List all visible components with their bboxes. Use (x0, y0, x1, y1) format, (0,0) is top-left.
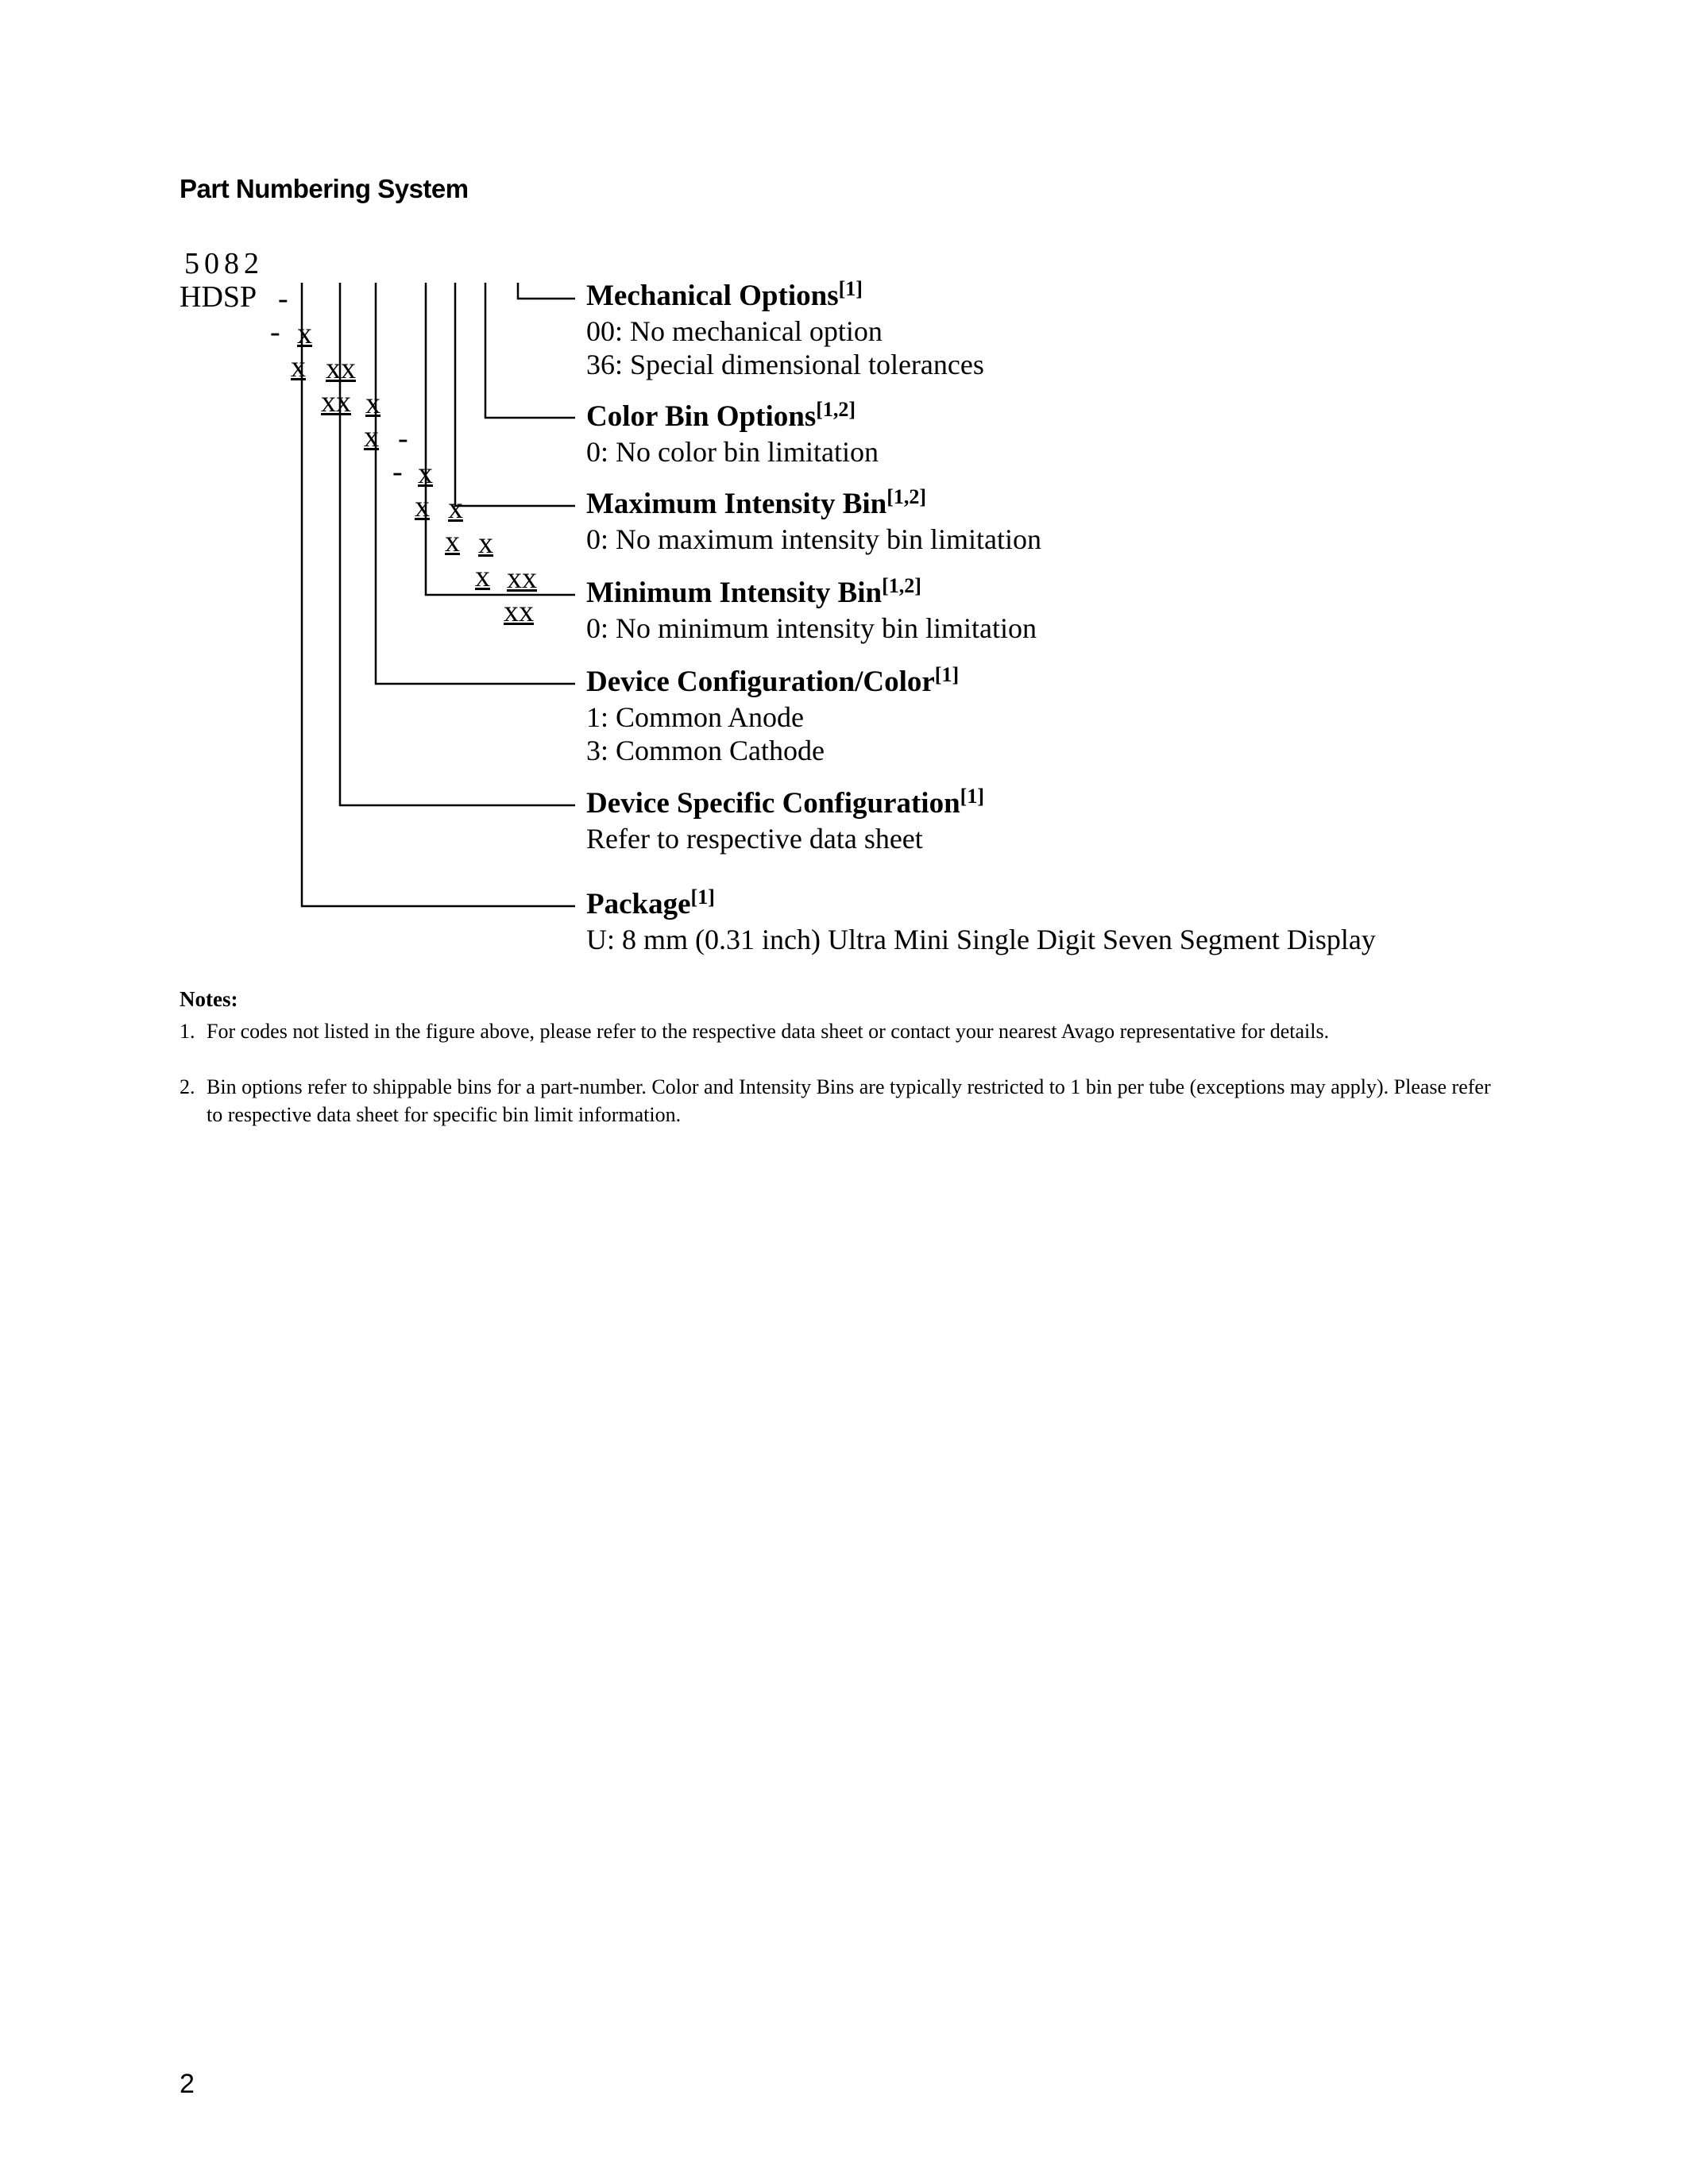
option-value: 1: Common Anode (586, 701, 805, 733)
code-field-max-intensity: x (448, 492, 463, 525)
option-value: 00: No mechanical option (586, 315, 883, 347)
code-field-mechanical: xx (504, 595, 534, 628)
connector-color-bin (485, 283, 575, 418)
code-field-min-intensity: x (415, 490, 430, 523)
code-field-package: x (297, 317, 312, 350)
option-value: 0: No color bin limitation (586, 436, 879, 468)
option-value: 0: No maximum intensity bin limitation (586, 523, 1041, 555)
code-dash: - (398, 422, 408, 455)
option-title-max-intensity: Maximum Intensity Bin[1,2] (586, 485, 927, 520)
code-field-device-specific: xx (321, 385, 351, 419)
code-field-color-bin: x (475, 560, 490, 593)
code-field-package: x (291, 350, 306, 384)
option-value: 0: No minimum intensity bin limitation (586, 612, 1037, 644)
option-title-mechanical: Mechanical Options[1] (586, 277, 863, 312)
notes-title: Notes: (180, 987, 238, 1011)
code-dash: - (278, 282, 288, 315)
code-field-configuration: x (364, 420, 379, 453)
code-field-color-bin: x (478, 527, 493, 560)
page-number: 2 (180, 2069, 195, 2099)
note-text: For codes not listed in the figure above, please refer to the respective data sheet or contact your nearest Avago representative for details. (207, 1020, 1330, 1043)
code-field-max-intensity: x (445, 525, 460, 558)
option-title-package: Package[1] (586, 886, 715, 920)
note-number: 2. (180, 1075, 195, 1098)
note-text: Bin options refer to shippable bins for a part-number. Color and Intensity Bins are typically restricted to 1 bin per tube (exceptions may apply). Please refer to respective data sheet for specific bin limit information. (207, 1075, 1491, 1126)
connector-mechanical (518, 283, 575, 299)
connector-max-intensity (455, 283, 575, 506)
code-prefix: HDSP (180, 280, 257, 314)
note-item (180, 1073, 1498, 1129)
note-item (180, 1017, 1498, 1045)
option-value: U: 8 mm (0.31 inch) Ultra Mini Single Digit Seven Segment Display (586, 924, 1376, 955)
code-dash: - (392, 455, 403, 488)
note-number: 1. (180, 1020, 195, 1043)
option-value: Refer to respective data sheet (586, 823, 923, 855)
code-field-configuration: x (365, 387, 380, 420)
option-title-color-bin: Color Bin Options[1,2] (586, 398, 856, 433)
option-title-configuration: Device Configuration/Color[1] (586, 663, 960, 698)
code-field-min-intensity: x (418, 457, 433, 490)
code-field-mechanical: xx (507, 561, 537, 595)
code-dash: - (270, 315, 280, 349)
code-field-device-specific: xx (326, 352, 356, 385)
section-title: Part Numbering System (180, 174, 469, 203)
option-value: 36: Special dimensional tolerances (586, 349, 984, 380)
option-value: 3: Common Cathode (586, 735, 825, 766)
option-title-min-intensity: Minimum Intensity Bin[1,2] (586, 574, 921, 609)
connector-configuration (376, 283, 575, 684)
option-title-device-specific: Device Specific Configuration[1] (586, 785, 984, 820)
code-prefix: 5082 (184, 247, 264, 280)
connector-min-intensity (426, 283, 575, 595)
